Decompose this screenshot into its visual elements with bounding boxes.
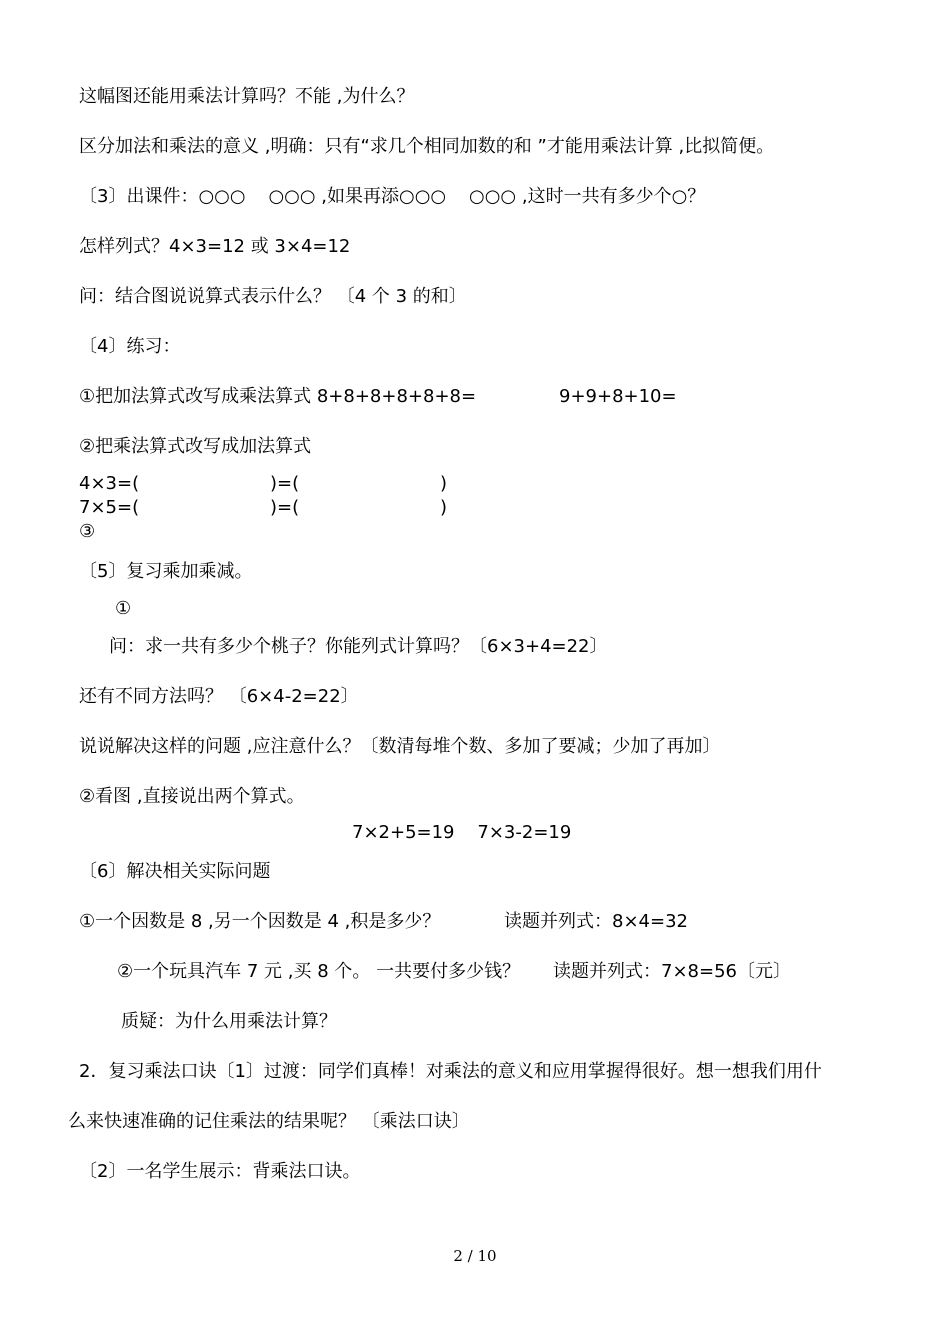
text-line-8: ②把乘法算式改写成加法算式 (79, 436, 312, 457)
text-line-16: 说说解决这样的问题 ,应注意什么？〔数清每堆个数、多加了要减；少加了再加〕 (79, 736, 721, 757)
text-line-18: 7×2+5=19 7×3-2=19 (352, 822, 572, 843)
text-line-21: ②一个玩具汽车 7 元 ,买 8 个。 一共要付多少钱？ (117, 961, 521, 982)
text-line-4: 怎样列式？4×3=12 或 3×4=12 (79, 236, 351, 257)
text-line-22: 质疑：为什么用乘法计算？ (121, 1011, 337, 1032)
text-line-9a: 4×3=( (79, 473, 140, 494)
text-line-2: 区分加法和乘法的意义 ,明确：只有“求几个相同加数的和 ”才能用乘法计算 ,比拟简便。 (79, 136, 775, 157)
text-line-10a: 7×5=( (79, 497, 140, 518)
text-line-7b: 9+9+8+10= (559, 386, 677, 407)
text-line-7: ①把加法算式改写成乘法算式 8+8+8+8+8+8= (79, 386, 477, 407)
text-line-20: ①一个因数是 8 ,另一个因数是 4 ,积是多少？ (79, 911, 441, 932)
text-line-10b: )=( (270, 497, 300, 518)
text-line-23: 2．复习乘法口诀〔1〕过渡：同学们真棒！对乘法的意义和应用掌握得很好。想一想我们用什 (79, 1061, 822, 1082)
page-number: 2 / 10 (453, 1247, 497, 1265)
text-line-5: 问：结合图说说算式表示什么？ 〔4 个 3 的和〕 (79, 286, 467, 307)
text-line-25: 〔2〕一名学生展示：背乘法口诀。 (79, 1161, 361, 1182)
text-line-19: 〔6〕解决相关实际问题 (79, 861, 271, 882)
text-line-9b: )=( (270, 473, 300, 494)
text-line-17: ②看图 ,直接说出两个算式。 (79, 786, 305, 807)
text-line-15: 还有不同方法吗？ 〔6×4-2=22〕 (79, 686, 359, 707)
text-line-13: ① (115, 598, 132, 619)
text-line-20b: 读题并列式：8×4=32 (504, 911, 688, 932)
text-line-21b: 读题并列式：7×8=56〔元〕 (553, 961, 791, 982)
text-line-3: 〔3〕出课件：○○○ ○○○ ,如果再添○○○ ○○○ ,这时一共有多少个○？ (79, 186, 706, 207)
text-line-11: ③ (79, 521, 96, 542)
text-line-1: 这幅图还能用乘法计算吗？不能 ,为什么？ (79, 86, 415, 107)
text-line-10c: ) (440, 497, 448, 518)
text-line-9c: ) (440, 473, 448, 494)
text-line-12: 〔5〕复习乘加乘减。 (79, 561, 253, 582)
text-line-14: 问：求一共有多少个桃子？你能列式计算吗？〔6×3+4=22〕 (109, 636, 608, 657)
text-line-6: 〔4〕练习： (79, 336, 181, 357)
text-line-24: 么来快速准确的记住乘法的结果呢？ 〔乘法口诀〕 (68, 1111, 470, 1132)
